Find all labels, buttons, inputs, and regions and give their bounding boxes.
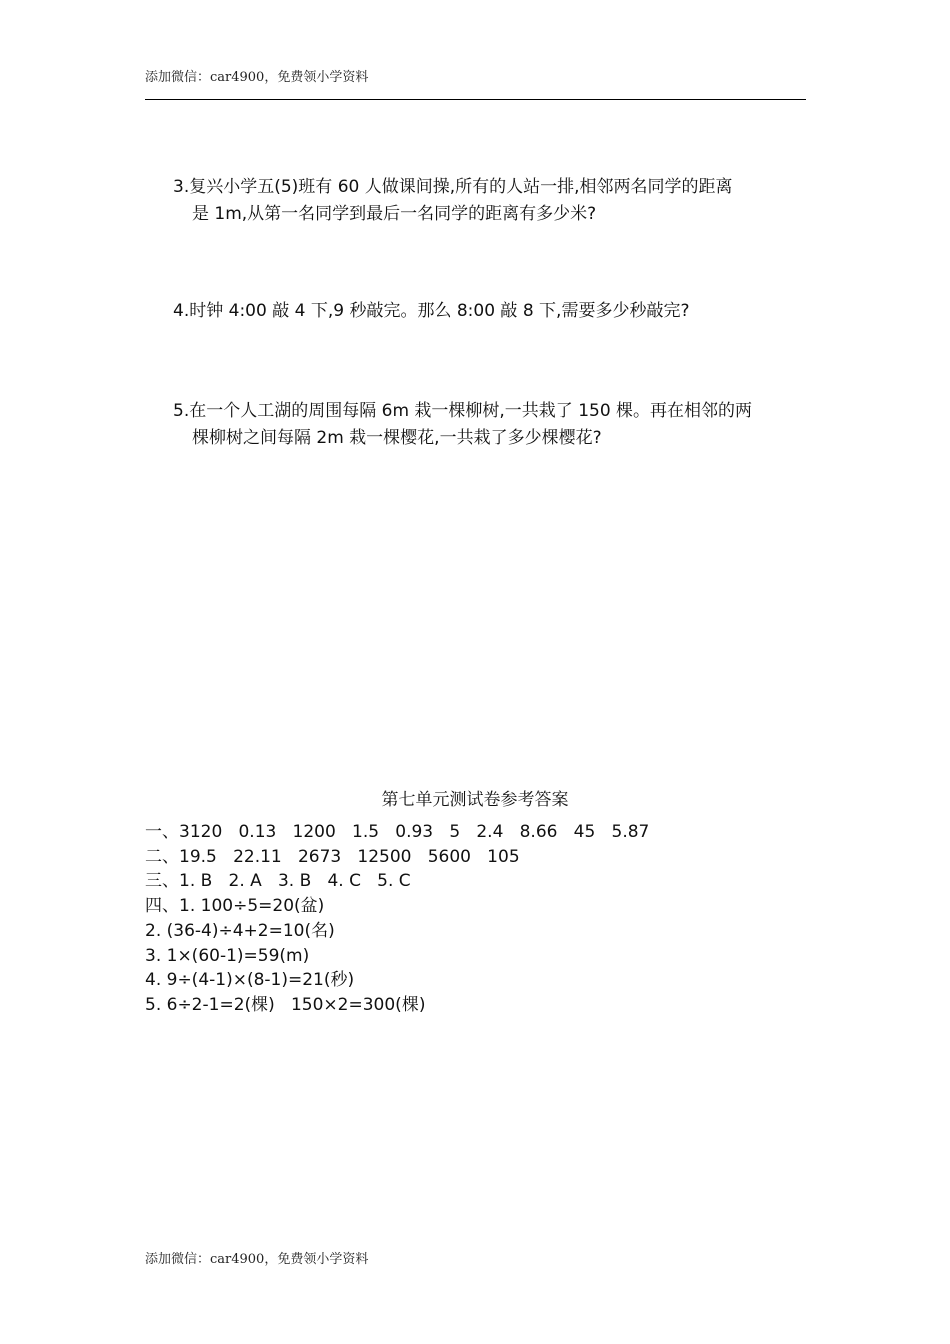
answer-line: 3. 1×(60-1)=59(m) <box>145 945 310 966</box>
page-footer: 添加微信：car4900，免费领小学资料 <box>145 1252 369 1267</box>
question-5-line-1: 5.在一个人工湖的周围每隔 6m 栽一棵柳树,一共栽了 150 棵。再在相邻的两 <box>173 401 753 421</box>
answers-title: 第七单元测试卷参考答案 <box>381 790 569 810</box>
answer-line: 三、1. B 2. A 3. B 4. C 5. C <box>145 871 411 892</box>
answer-line: 4. 9÷(4-1)×(8-1)=21(秒) <box>145 970 355 991</box>
answer-line: 二、19.5 22.11 2673 12500 5600 105 <box>145 846 520 867</box>
answer-line: 四、1. 100÷5=20(盆) <box>145 896 325 917</box>
question-3 <box>173 174 813 228</box>
question-3-line-2: 是 1m,从第一名同学到最后一名同学的距离有多少米? <box>192 204 597 224</box>
page-header: 添加微信：car4900，免费领小学资料 <box>145 70 369 85</box>
question-3-line-1: 3.复兴小学五(5)班有 60 人做课间操,所有的人站一排,相邻两名同学的距离 <box>173 177 733 197</box>
answer-line: 2. (36-4)÷4+2=10(名) <box>145 920 335 941</box>
answer-list <box>145 820 649 1018</box>
answer-line: 5. 6÷2-1=2(棵) 150×2=300(棵) <box>145 994 426 1015</box>
answer-line: 一、3120 0.13 1200 1.5 0.93 5 2.4 8.66 45 5.87 <box>145 822 650 842</box>
question-5-line-2: 棵柳树之间每隔 2m 栽一棵樱花,一共栽了多少棵樱花? <box>192 428 602 448</box>
question-5 <box>173 398 813 452</box>
question-4-line-1: 4.时钟 4:00 敲 4 下,9 秒敲完。那么 8:00 敲 8 下,需要多少秒敲完? <box>173 301 690 321</box>
header-divider <box>145 99 806 100</box>
question-4 <box>173 298 813 325</box>
